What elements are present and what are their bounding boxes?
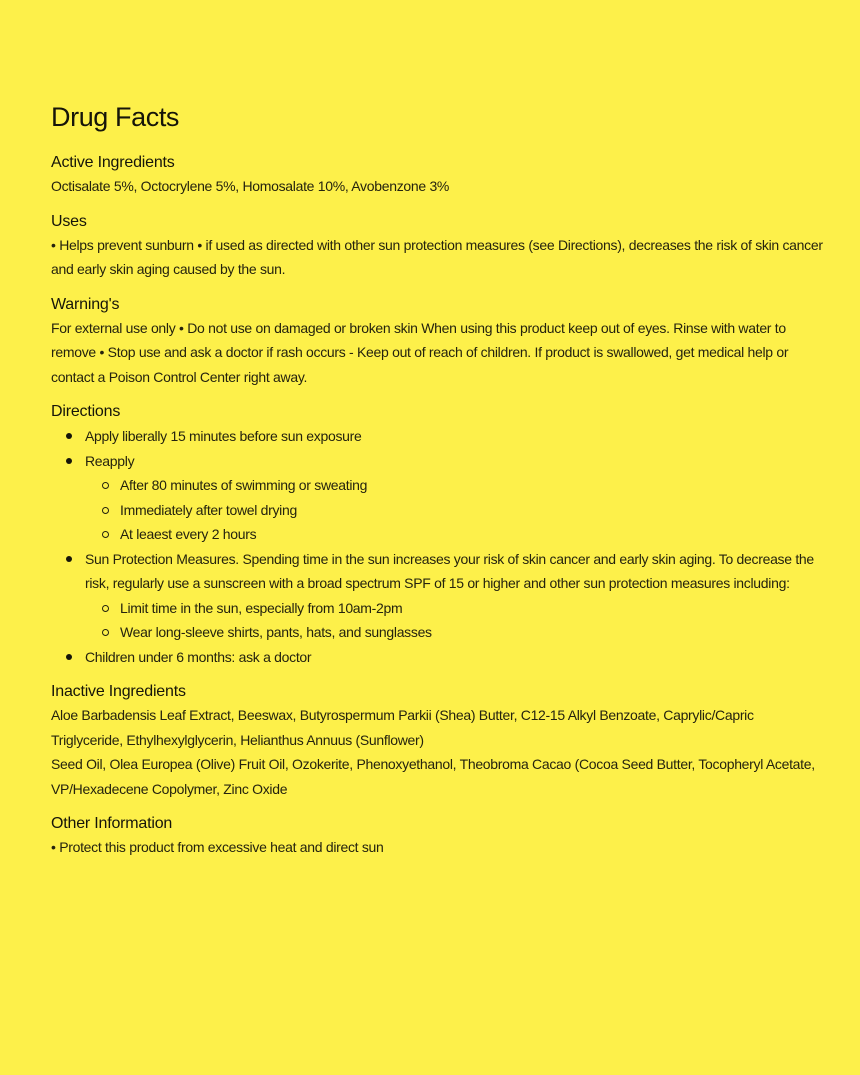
- directions-subitem: [120, 473, 824, 498]
- inactive-ingredients-text: Seed Oil, Olea Europea (Olive) Fruit Oil, Ozokerite, Phenoxyethanol, Theobroma Cacao (Cocoa Seed Butter, Tocopheryl Acetate, VP/Hexadecene Copolymer, Zinc Oxide: [51, 756, 815, 797]
- warnings-heading: Warning's: [51, 295, 120, 313]
- active-ingredients-text: Octisalate 5%, Octocrylene 5%, Homosalate 10%, Avobenzone 3%: [51, 178, 450, 194]
- uses-text: • Helps prevent sunburn • if used as directed with other sun protection measures (see Directions), decreases the risk of skin cancer and early skin aging caused by the sun.: [51, 236, 823, 277]
- directions-subitem: [120, 596, 824, 621]
- directions-subitem-text: Immediately after towel drying: [120, 501, 297, 518]
- directions-item: [85, 449, 824, 547]
- circle-bullet-icon: [102, 507, 109, 514]
- directions-item: [85, 547, 824, 645]
- directions-subitem: [120, 498, 824, 523]
- directions-item-text: Reapply: [85, 452, 135, 469]
- directions-section: [51, 400, 824, 669]
- bullet-icon: [66, 556, 72, 562]
- directions-subitem-text: Limit time in the sun, especially from 10am-2pm: [120, 599, 403, 616]
- directions-list: [51, 424, 824, 669]
- circle-bullet-icon: [102, 531, 109, 538]
- warnings-text: For external use only • Do not use on damaged or broken skin When using this product keep out of eyes. Rinse with water to remove • Stop use and ask a doctor if rash occurs - Keep out of reach of children. If product is swallowed, get medical help or contact a Poison Control Center right away.: [51, 319, 789, 385]
- inactive-ingredients-section: [51, 680, 824, 801]
- directions-subitem-text: Wear long-sleeve shirts, pants, hats, and sunglasses: [120, 624, 432, 640]
- circle-bullet-icon: [102, 482, 109, 489]
- uses-heading: Uses: [51, 212, 87, 230]
- inactive-ingredients-text: Aloe Barbadensis Leaf Extract, Beeswax, Butyrospermum Parkii (Shea) Butter, C12-15 Alkyl Benzoate, Caprylic/Capric Triglyceride, Ethylhexylglycerin, Helianthus Annuus (Sunflower): [51, 707, 754, 748]
- bullet-icon: [66, 654, 72, 660]
- other-information-heading: Other Information: [51, 815, 173, 832]
- directions-subitem: [120, 620, 824, 645]
- warnings-section: [51, 293, 824, 390]
- page-title: Drug Facts: [51, 102, 180, 132]
- uses-section: [51, 210, 824, 282]
- circle-bullet-icon: [102, 605, 109, 612]
- inactive-ingredients-heading: Inactive Ingredients: [51, 683, 186, 700]
- directions-subitem-text: At leaest every 2 hours: [120, 526, 257, 542]
- directions-subitem: [120, 522, 824, 547]
- directions-item: [85, 645, 824, 670]
- directions-heading: Directions: [51, 403, 121, 420]
- directions-sublist: [85, 473, 824, 547]
- bullet-icon: [66, 458, 72, 464]
- directions-item-text: Sun Protection Measures. Spending time in the sun increases your risk of skin cancer and early skin aging. To decrease the risk, regularly use a sunscreen with a broad spectrum SPF of 15 or higher and other sun protection measures including:: [85, 550, 814, 591]
- active-ingredients-section: [51, 151, 824, 199]
- circle-bullet-icon: [102, 629, 109, 636]
- directions-item-text: Apply liberally 15 minutes before sun exposure: [85, 428, 362, 444]
- other-information-section: [51, 812, 824, 860]
- active-ingredients-heading: Active Ingredients: [51, 154, 175, 171]
- bullet-icon: [66, 433, 72, 439]
- directions-sublist: [85, 596, 824, 645]
- directions-item: [85, 424, 824, 449]
- other-information-text: • Protect this product from excessive heat and direct sun: [51, 839, 384, 855]
- directions-subitem-text: After 80 minutes of swimming or sweating: [120, 477, 368, 493]
- directions-item-text: Children under 6 months: ask a doctor: [85, 648, 312, 665]
